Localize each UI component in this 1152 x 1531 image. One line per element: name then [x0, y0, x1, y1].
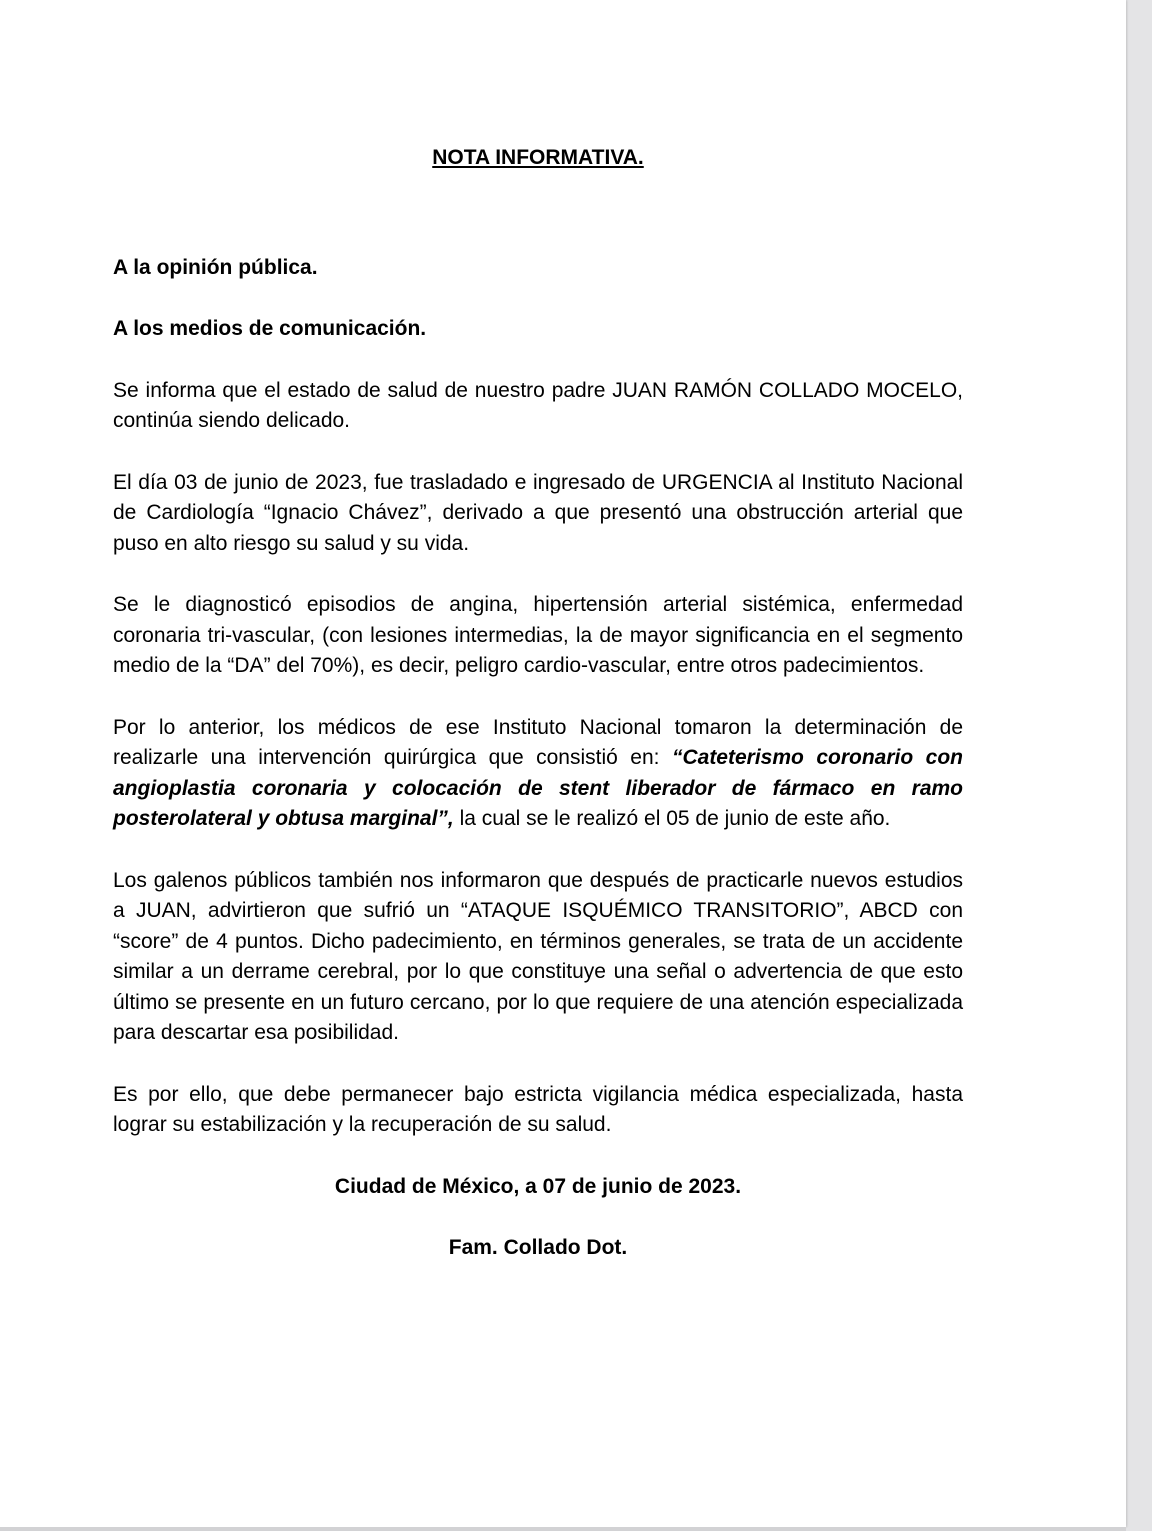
page-bottom-edge: [0, 1527, 1126, 1531]
paragraph-procedure: [113, 713, 963, 835]
signature: Fam. Collado Dot.: [448, 1236, 628, 1259]
salutation-public: A la opinión pública.: [113, 255, 318, 279]
place-and-date: Ciudad de México, a 07 de junio de 2023.: [334, 1174, 742, 1198]
paragraph-admission: El día 03 de junio de 2023, fue trasladado e ingresado de URGENCIA al Instituto Nacional de Cardiología “Ignacio Chávez”, derivado a que presentó una obstrucción arterial que puso en alto riesgo su salud y su vida.: [113, 470, 963, 555]
procedure-tail-text: la cual se le realizó el 05 de junio de este año.: [453, 807, 891, 830]
paragraph-ischemic-attack: Los galenos públicos también nos informaron que después de practicarle nuevos estudios a JUAN, advirtieron que sufrió un “ATAQUE ISQUÉMICO TRANSITORIO”, ABCD con “score” de 4 puntos. Dicho padecimiento, en términos generales, se trata de un accidente similar a un derrame cerebral, por lo que constituye una señal o advertencia de que esto último se presente en un futuro cercano, por lo que requiere de una atención especializada para descartar esa posibilidad.: [113, 868, 963, 1044]
paragraph-health-status: Se informa que el estado de salud de nuestro padre JUAN RAMÓN COLLADO MOCELO, continúa siendo delicado.: [113, 378, 963, 432]
salutation-media: A los medios de comunicación.: [113, 317, 427, 340]
paragraph-diagnosis: Se le diagnosticó episodios de angina, hipertensión arterial sistémica, enfermedad coronaria tri-vascular, (con lesiones intermedias, la de mayor significancia en el segmento medio de la “DA” del 70%), es decir, peligro cardio-vascular, entre otros padecimientos.: [113, 593, 963, 677]
procedure-name: “Cateterismo coronario con angioplastia coronaria y colocación de stent liberador de fármaco en ramo posterolateral y obtusa marginal”,: [113, 746, 963, 830]
paragraph-surveillance: Es por ello, que debe permanecer bajo estricta vigilancia médica especializada, hasta lograr su estabilización y la recuperación de su salud.: [113, 1082, 963, 1136]
document-title: NOTA INFORMATIVA.: [432, 146, 644, 169]
procedure-lead-text: Por lo anterior, los médicos de ese Instituto Nacional tomaron la determinación de realizarle una intervención quirúrgica que consistió en:: [113, 715, 963, 769]
document-body: [113, 143, 963, 1295]
